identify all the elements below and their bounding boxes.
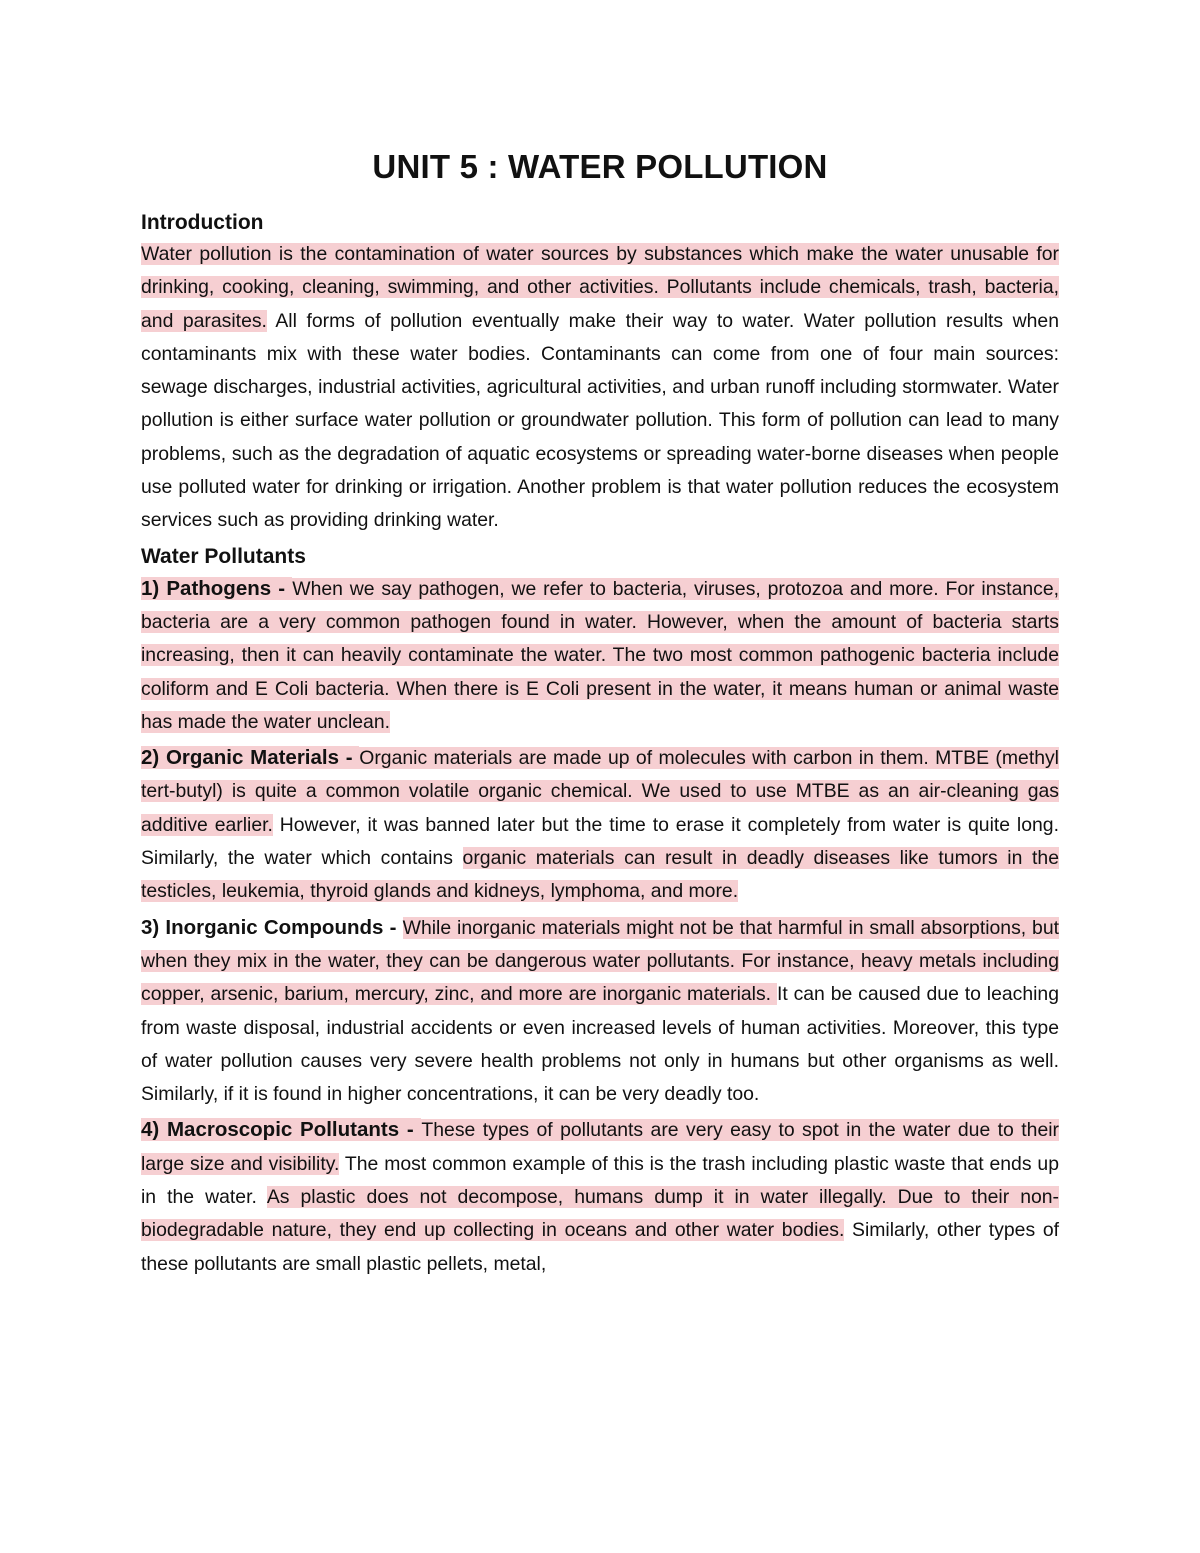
- document-page: [141, 140, 1059, 1283]
- highlighted-text: Organic materials are made up of molecules with carbon in them. MTBE (methyl tert-butyl) is quite a common volatile organic chemical. We used to use MTBE as an air-cleaning gas additive earlier.: [141, 747, 1059, 836]
- inorganic-compounds-paragraph: [141, 911, 1059, 1112]
- paragraph-text: The most common example of this is the trash including plastic waste that ends up in the water.: [141, 1152, 1059, 1209]
- document-title: UNIT 5 : WATER POLLUTION: [372, 148, 828, 185]
- water-pollutants-heading: Water Pollutants: [141, 544, 306, 568]
- paragraph-text: However, it was banned later but the time to erase it completely from water is quite long. Similarly, the water which contains: [141, 813, 1059, 870]
- organic-materials-heading: 2) Organic Materials -: [141, 746, 360, 770]
- pathogens-heading: 1) Pathogens -: [141, 576, 293, 600]
- highlighted-text: While inorganic materials might not be that harmful in small absorptions, but when they mix in the water, they can be dangerous water pollutants. For instance, heavy metals including copper, arsenic, barium, mercury, zinc, and more are inorganic materials.: [141, 916, 1060, 1006]
- paragraph-text: All forms of pollution eventually make their way to water. Water pollution results when contaminants mix with these water bodies. Contaminants can come from one of four main sources: sewage discharges, industrial activities, agricultural activities, and urban runoff including stormwater. Water pollution is either surface water pollution or groundwater pollution. This form of pollution can lead to many problems, such as the degradation of aquatic ecosystems or spreading water-borne diseases when people use polluted water for drinking or irrigation. Another problem is that water pollution reduces the ecosystem services such as providing drinking water.: [141, 309, 1059, 532]
- introduction-heading: Introduction: [141, 211, 264, 234]
- highlighted-text: Water pollution is the contamination of water sources by substances which make the water unusable for drinking, cooking, cleaning, swimming, and other activities. Pollutants include chemicals, trash, bacteria, and parasites.: [141, 243, 1059, 332]
- paragraph-text: Similarly, other types of these pollutants are small plastic pellets, metal,: [141, 1219, 1059, 1275]
- paragraph-text: It can be caused due to leaching from waste disposal, industrial accidents or even increased levels of human activities. Moreover, this type of water pollution causes very severe health problems not only in humans but other organisms as well. Similarly, if it is found in higher concentrations, it can be very deadly too.: [141, 983, 1060, 1106]
- pathogens-paragraph: [141, 572, 1059, 739]
- macroscopic-pollutants-heading: 4) Macroscopic Pollutants -: [141, 1118, 422, 1142]
- organic-materials-paragraph: [141, 741, 1059, 908]
- highlighted-text: As plastic does not decompose, humans dump it in water illegally. Due to their non-biodegradable nature, they end up collecting in oceans and other water bodies.: [141, 1186, 1059, 1242]
- introduction-paragraph: [141, 238, 1059, 538]
- highlighted-text: When we say pathogen, we refer to bacteria, viruses, protozoa and more. For instance, bacteria are a very common pathogen found in water. However, when the amount of bacteria starts increasing, then it can heavily contaminate the water. The two most common pathogenic bacteria include coliform and E Coli bacteria. When there is E Coli present in the water, it means human or animal waste has made the water unclean.: [141, 577, 1060, 733]
- inorganic-compounds-heading: 3) Inorganic Compounds -: [141, 915, 403, 939]
- highlighted-text: These types of pollutants are very easy to spot in the water due to their large size and visibility.: [141, 1119, 1059, 1175]
- highlighted-text: organic materials can result in deadly diseases like tumors in the testicles, leukemia, thyroid glands and kidneys, lymphoma, and more.: [141, 847, 1059, 903]
- macroscopic-pollutants-paragraph: [141, 1113, 1059, 1280]
